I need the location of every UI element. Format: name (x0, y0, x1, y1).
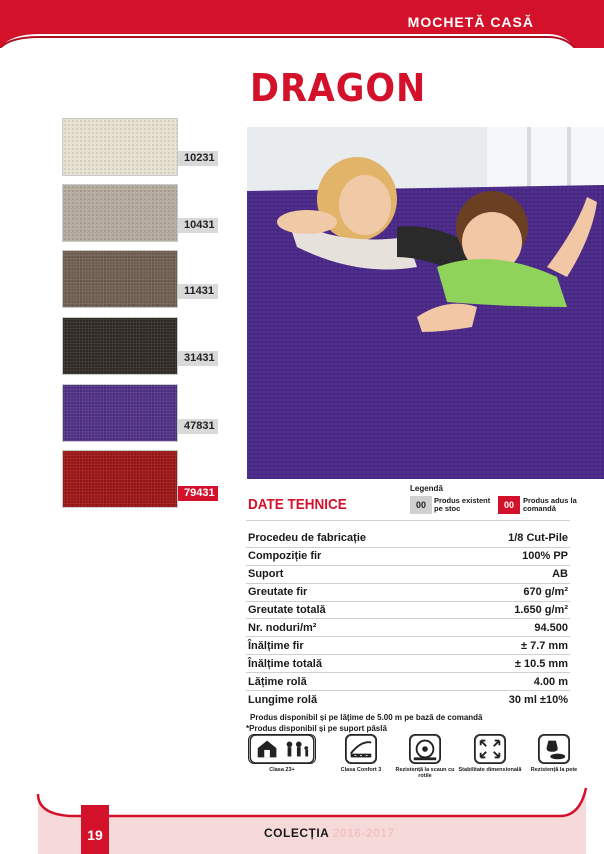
swatch-code: 79431 (178, 486, 218, 501)
category-title: MOCHETĂ CASĂ (407, 14, 534, 30)
header-band (0, 0, 604, 48)
dimension-stability-icon (474, 734, 506, 764)
feature-caption: Stabilitate dimensională (458, 767, 522, 773)
collection-years: 2016-2017 (332, 826, 395, 840)
divider (246, 520, 570, 521)
swatch-code: 10231 (178, 151, 218, 166)
feature-caption: Clasa Confort 3 (340, 767, 382, 773)
house-family-icon (248, 734, 316, 764)
spec-row (246, 584, 570, 602)
stain-resistance-icon (538, 734, 570, 764)
legend-order-badge: 00 (498, 496, 520, 514)
legend-order-label: Produs adus la comandă (523, 496, 577, 513)
page-number: 19 (81, 805, 109, 854)
spec-value: 1.650 g/m² (514, 604, 568, 616)
feature-caption: Rezistență la scaun cu rotile (395, 767, 455, 779)
spec-value: 4.00 m (533, 675, 568, 688)
spec-value: 30 ml ±10% (508, 693, 568, 706)
carpet-swatch (62, 118, 178, 176)
spec-row (246, 566, 570, 584)
spec-label: Compoziție fir (248, 550, 322, 563)
spec-value: ± 10.5 mm (514, 657, 568, 670)
feature-caption: Rezistență la pete (530, 767, 578, 773)
legend-stock-label: Produs existent pe stoc (434, 496, 491, 513)
spec-label: Nr. noduri/m² (248, 621, 317, 634)
spec-label: Greutate totală (248, 604, 326, 616)
felt-backing-note: *Produs disponibil și pe suport pâslă (246, 724, 387, 733)
spec-row (246, 691, 570, 709)
carpet-swatch (62, 250, 178, 308)
spec-row (246, 602, 570, 620)
spec-label: Procedeu de fabricație (248, 532, 366, 545)
swatch-code: 31431 (178, 351, 218, 366)
spec-value: 1/8 Cut-Pile (508, 532, 568, 545)
comfort-icon (345, 734, 377, 764)
product-name: DRAGON (250, 66, 427, 110)
swatch-code: 11431 (178, 284, 218, 299)
chair-wheel-icon (409, 734, 441, 764)
spec-row (246, 619, 570, 637)
spec-row (246, 673, 570, 691)
carpet-swatch (62, 450, 178, 508)
product-photo (247, 127, 604, 479)
spec-row (246, 637, 570, 655)
spec-label: Greutate fir (248, 586, 308, 599)
legend-title: Legendă (410, 484, 443, 493)
carpet-swatch (62, 184, 178, 242)
spec-row (246, 530, 570, 548)
spec-value: 94.500 (534, 621, 568, 634)
swatch-code: 47831 (178, 419, 218, 434)
spec-table (246, 530, 570, 709)
spec-row (246, 655, 570, 673)
spec-value: AB (552, 568, 568, 581)
spec-label: Înălțime fir (248, 639, 304, 652)
collection-label (264, 826, 395, 840)
collection-name: COLECȚIA (264, 826, 329, 840)
tech-section-title: DATE TEHNICE (248, 496, 347, 513)
spec-label: Înălțime totală (248, 657, 322, 670)
carpet-swatch (62, 384, 178, 442)
swatch-code: 10431 (178, 218, 218, 233)
legend-stock-badge: 00 (410, 496, 432, 514)
spec-label: Lățime rolă (248, 675, 307, 688)
spec-label: Lungime rolă (248, 693, 318, 706)
spec-value: 670 g/m² (523, 586, 568, 599)
feature-caption: Clasa 23+ (269, 767, 295, 773)
spec-row (246, 548, 570, 566)
carpet-scene-illustration (247, 127, 604, 479)
spec-label: Suport (248, 568, 284, 581)
width-availability-note: Produs disponibil și pe lățime de 5.00 m pe bază de comandă (250, 713, 483, 722)
spec-value: 100% PP (522, 550, 568, 563)
spec-value: ± 7.7 mm (520, 639, 568, 652)
carpet-swatch (62, 317, 178, 375)
